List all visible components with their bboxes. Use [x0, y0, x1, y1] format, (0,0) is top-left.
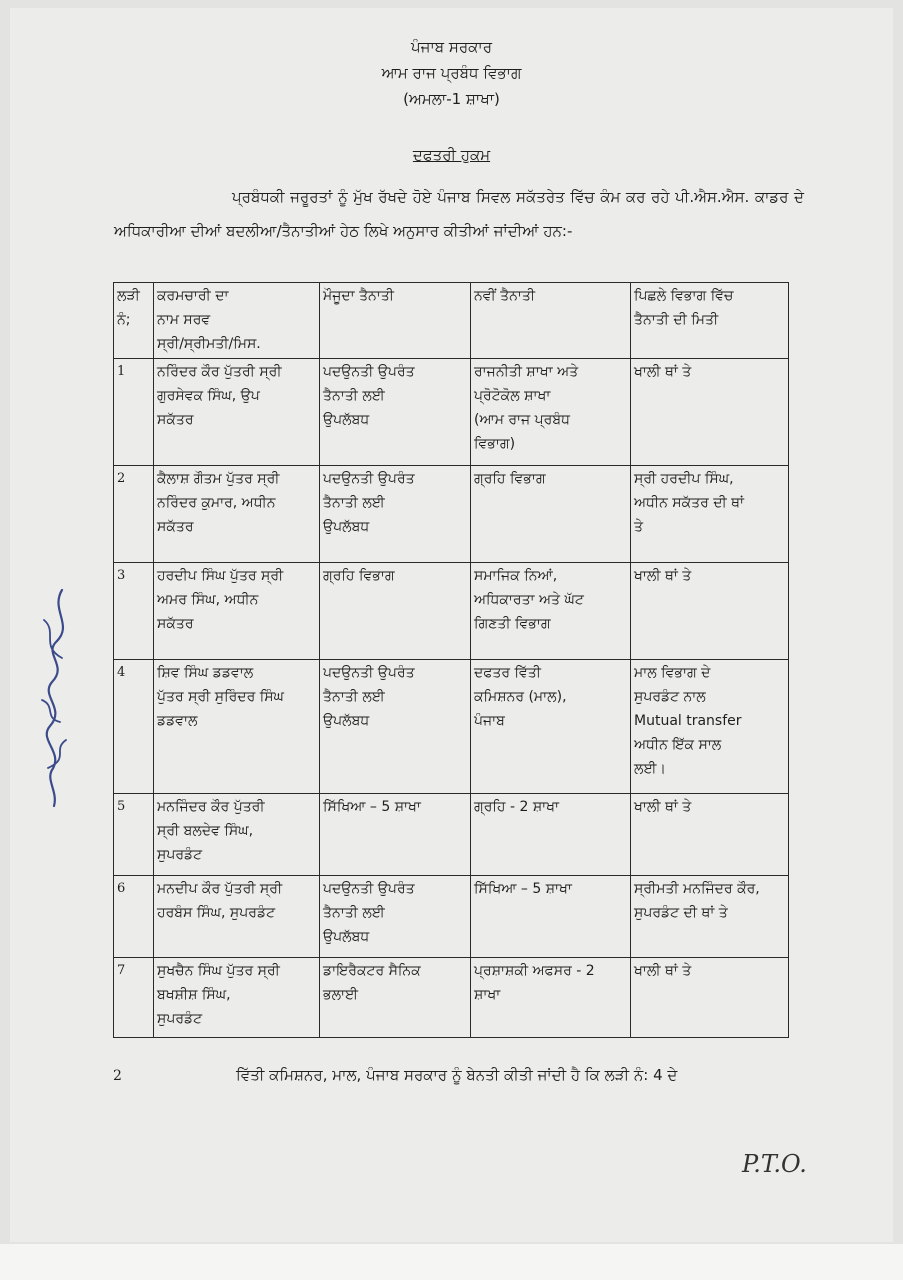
intro-paragraph: ਪ੍ਰਬੰਧਕੀ ਜਰੂਰਤਾਂ ਨੂੰ ਮੁੱਖ ਰੱਖਦੇ ਹੋਏ ਪੰਜਾਬ ਸਿਵਲ ਸਕੱਤਰੇਤ ਵਿੱਚ ਕੰਮ ਕਰ ਰਹੇ ਪੀ.ਐਸ.ਐਸ. ਕਾਡਰ ਦੇ ਅਧਿਕਾਰੀਆ ਦੀਆਂ ਬਦਲੀਆ/ਤੈਨਾਤੀਆਂ ਹੇਠ ਲਿਖੇ ਅਨੁਸਾਰ ਕੀਤੀਆਂ ਜਾਂਦੀਆਂ ਹਨ:- [114, 188, 804, 240]
cell-serial: 4 [114, 660, 154, 794]
government-name: ਪੰਜਾਬ ਸਰਕਾਰ [411, 38, 492, 56]
header-serial: ਲੜੀ ਨੰ; [114, 283, 154, 359]
cell-employee-name: ਹਰਦੀਪ ਸਿੰਘ ਪੁੱਤਰ ਸ੍ਰੀ ਅਮਰ ਸਿੰਘ, ਅਧੀਨ ਸਕੱਤਰ [154, 563, 320, 660]
order-title: ਦਫਤਰੀ ਹੁਕਮ [412, 146, 491, 164]
cell-new-posting: ਦਫਤਰ ਵਿੱਤੀ ਕਮਿਸ਼ਨਰ (ਮਾਲ), ਪੰਜਾਬ [471, 660, 631, 794]
department-name: ਆਮ ਰਾਜ ਪ੍ਰਬੰਧ ਵਿਭਾਗ [381, 64, 522, 82]
cell-new-posting: ਗ੍ਰਹਿ - 2 ਸ਼ਾਖਾ [471, 794, 631, 876]
cell-new-posting: ਸਮਾਜਿਕ ਨਿਆਂ, ਅਧਿਕਾਰਤਾ ਅਤੇ ਘੱਟ ਗਿਣਤੀ ਵਿਭਾਗ [471, 563, 631, 660]
cell-current-posting: ਗ੍ਰਹਿ ਵਿਭਾਗ [320, 563, 471, 660]
cell-employee-name: ਮਨਜਿੰਦਰ ਕੌਰ ਪੁੱਤਰੀ ਸ੍ਰੀ ਬਲਦੇਵ ਸਿੰਘ, ਸੁਪਰਡੰਟ [154, 794, 320, 876]
cell-previous-posting: ਖਾਲੀ ਥਾਂ ਤੇ [631, 359, 789, 466]
handwritten-signature [22, 580, 82, 820]
table-row [114, 660, 789, 794]
cell-new-posting: ਸਿੱਖਿਆ – 5 ਸ਼ਾਖਾ [471, 876, 631, 958]
cell-previous-posting: ਮਾਲ ਵਿਭਾਗ ਦੇ ਸੁਪਰਡੰਟ ਨਾਲ Mutual transfer ਅਧੀਨ ਇੱਕ ਸਾਲ ਲਈ। [631, 660, 789, 794]
header-current-posting: ਮੌਜੂਦਾ ਤੈਨਾਤੀ [320, 283, 471, 359]
pto-note: P.T.O. [742, 1150, 807, 1178]
cell-employee-name: ਮਨਦੀਪ ਕੌਰ ਪੁੱਤਰੀ ਸ੍ਰੀ ਹਰਬੰਸ ਸਿੰਘ, ਸੁਪਰਡੰਟ [154, 876, 320, 958]
cell-serial: 3 [114, 563, 154, 660]
letterhead [0, 34, 903, 112]
cell-previous-posting: ਖਾਲੀ ਥਾਂ ਤੇ [631, 563, 789, 660]
cell-current-posting: ਪਦਉਨਤੀ ਉਪਰੰਤ ਤੈਨਾਤੀ ਲਈ ਉਪਲੱਬਧ [320, 359, 471, 466]
cell-current-posting: ਸਿੱਖਿਆ – 5 ਸ਼ਾਖਾ [320, 794, 471, 876]
continued-text: ਵਿੱਤੀ ਕਮਿਸ਼ਨਰ, ਮਾਲ, ਪੰਜਾਬ ਸਰਕਾਰ ਨੂੰ ਬੇਨਤੀ ਕੀਤੀ ਜਾਂਦੀ ਹੈ ਕਿ ਲੜੀ ਨੰ: 4 ਦੇ [236, 1066, 678, 1084]
cell-previous-posting: ਸ੍ਰੀ ਹਰਦੀਪ ਸਿੰਘ, ਅਧੀਨ ਸਕੱਤਰ ਦੀ ਥਾਂ ਤੇ [631, 466, 789, 563]
cell-employee-name: ਸੁਖਚੈਨ ਸਿੰਘ ਪੁੱਤਰ ਸ੍ਰੀ ਬਖਸ਼ੀਸ਼ ਸਿੰਘ, ਸੁਪਰਡੰਟ [154, 958, 320, 1038]
cell-current-posting: ਪਦਉਨਤੀ ਉਪਰੰਤ ਤੈਨਾਤੀ ਲਈ ਉਪਲੱਬਧ [320, 466, 471, 563]
transfer-table [113, 282, 789, 1038]
header-employee-name: ਕਰਮਚਾਰੀ ਦਾ ਨਾਮ ਸਰਵ ਸ੍ਰੀ/ਸ੍ਰੀਮਤੀ/ਮਿਸ. [154, 283, 320, 359]
table-row [114, 876, 789, 958]
header-new-posting: ਨਵੀਂ ਤੈਨਾਤੀ [471, 283, 631, 359]
cell-serial: 6 [114, 876, 154, 958]
table-header-row [114, 283, 789, 359]
cell-previous-posting: ਖਾਲੀ ਥਾਂ ਤੇ [631, 958, 789, 1038]
cell-employee-name: ਕੈਲਾਸ਼ ਗੌਤਮ ਪੁੱਤਰ ਸ੍ਰੀ ਨਰਿੰਦਰ ਕੁਮਾਰ, ਅਧੀਨ ਸਕੱਤਰ [154, 466, 320, 563]
table-row [114, 563, 789, 660]
table-row [114, 958, 789, 1038]
cell-serial: 7 [114, 958, 154, 1038]
scan-margin [0, 1244, 903, 1280]
cell-employee-name: ਸ਼ਿਵ ਸਿੰਘ ਡਡਵਾਲ ਪੁੱਤਰ ਸ੍ਰੀ ਸੁਰਿੰਦਰ ਸਿੰਘ ਡਡਵਾਲ [154, 660, 320, 794]
cell-current-posting: ਡਾਇਰੈਕਟਰ ਸੈਨਿਕ ਭਲਾਈ [320, 958, 471, 1038]
header-previous-date: ਪਿਛਲੇ ਵਿਭਾਗ ਵਿੱਚ ਤੈਨਾਤੀ ਦੀ ਮਿਤੀ [631, 283, 789, 359]
cell-new-posting: ਗ੍ਰਹਿ ਵਿਭਾਗ [471, 466, 631, 563]
cell-current-posting: ਪਦਉਨਤੀ ਉਪਰੰਤ ਤੈਨਾਤੀ ਲਈ ਉਪਲੱਬਧ [320, 876, 471, 958]
table-row [114, 794, 789, 876]
cell-new-posting: ਪ੍ਰਸ਼ਾਸ਼ਕੀ ਅਫਸਰ - 2 ਸ਼ਾਖਾ [471, 958, 631, 1038]
page-number: 2 [113, 1068, 122, 1084]
branch-name: (ਅਮਲਾ-1 ਸ਼ਾਖਾ) [403, 90, 500, 108]
cell-employee-name: ਨਰਿੰਦਰ ਕੌਰ ਪੁੱਤਰੀ ਸ੍ਰੀ ਗੁਰਸੇਵਕ ਸਿੰਘ, ਉਪ ਸਕੱਤਰ [154, 359, 320, 466]
cell-serial: 2 [114, 466, 154, 563]
table-row [114, 359, 789, 466]
cell-current-posting: ਪਦਉਨਤੀ ਉਪਰੰਤ ਤੈਨਾਤੀ ਲਈ ਉਪਲੱਬਧ [320, 660, 471, 794]
cell-serial: 5 [114, 794, 154, 876]
cell-previous-posting: ਖਾਲੀ ਥਾਂ ਤੇ [631, 794, 789, 876]
cell-serial: 1 [114, 359, 154, 466]
table-row [114, 466, 789, 563]
cell-new-posting: ਰਾਜਨੀਤੀ ਸ਼ਾਖਾ ਅਤੇ ਪ੍ਰੋਟੋਕੋਲ ਸ਼ਾਖਾ (ਆਮ ਰਾਜ ਪ੍ਰਬੰਧ ਵਿਭਾਗ) [471, 359, 631, 466]
cell-previous-posting: ਸ੍ਰੀਮਤੀ ਮਨਜਿੰਦਰ ਕੌਰ, ਸੁਪਰਡੰਟ ਦੀ ਥਾਂ ਤੇ [631, 876, 789, 958]
